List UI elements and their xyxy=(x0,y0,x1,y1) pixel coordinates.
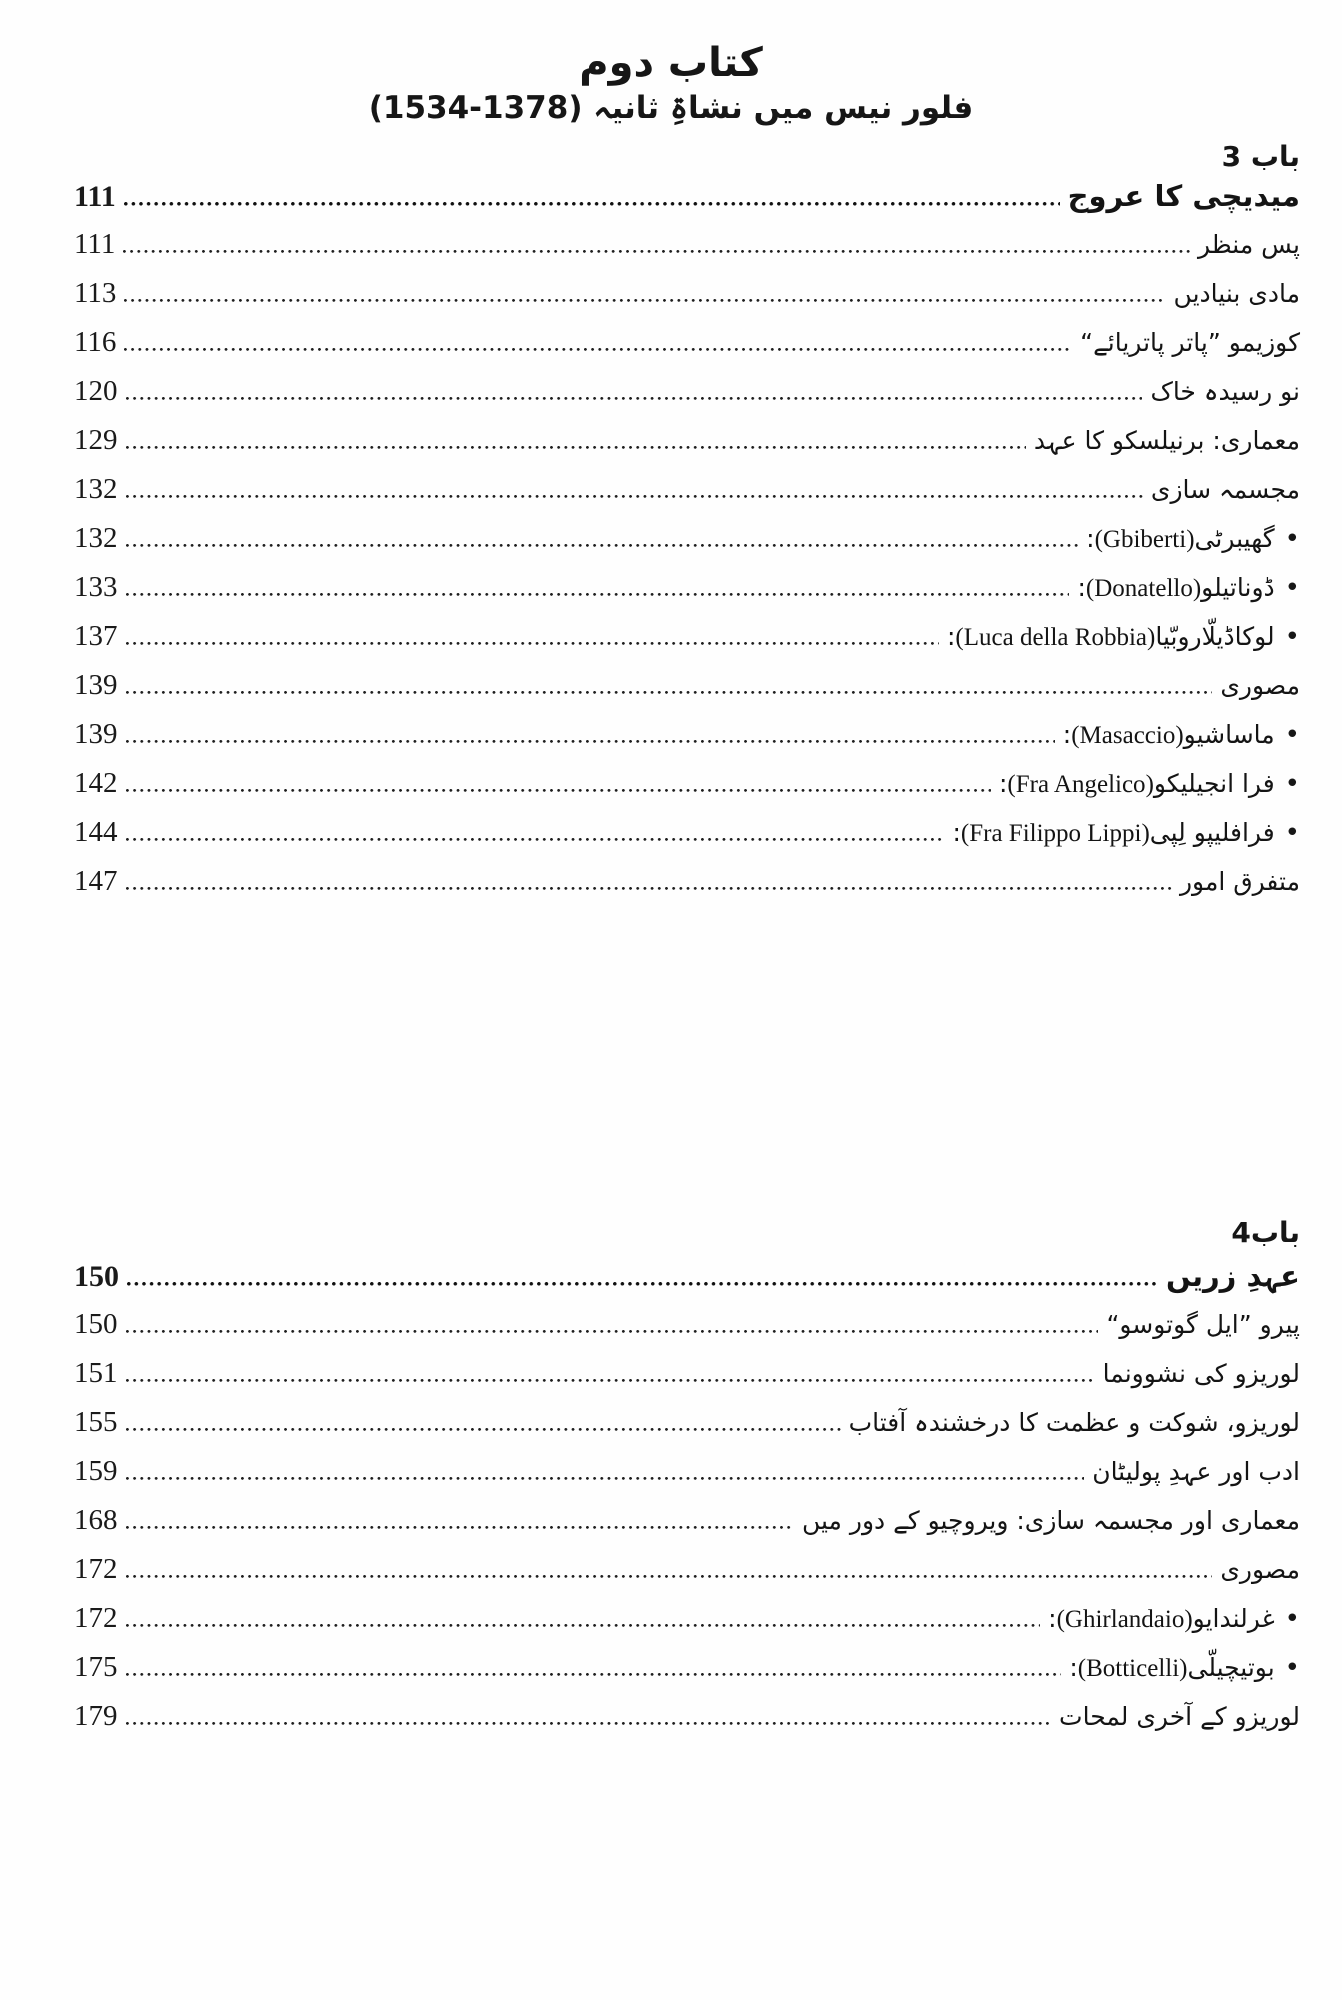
entry-page-number: 144 xyxy=(74,816,118,848)
entry-page-number: 150 xyxy=(74,1308,118,1340)
toc-entry xyxy=(74,1406,1300,1455)
entry-page-number: 111 xyxy=(74,180,116,213)
bullet-icon: • xyxy=(1284,524,1300,554)
toc-entry xyxy=(74,326,1300,375)
toc-entry xyxy=(74,718,1300,767)
entry-title: عہدِ زریں xyxy=(1165,1259,1300,1293)
entry-page-number: 151 xyxy=(74,1357,118,1389)
entry-title: مجسمہ سازی xyxy=(1150,475,1300,504)
entry-page-number: 133 xyxy=(74,571,118,603)
toc-entry xyxy=(74,865,1300,914)
entry-page-number: 150 xyxy=(74,1260,119,1293)
toc-entry xyxy=(74,767,1300,816)
table-of-contents xyxy=(0,140,1342,1749)
bullet-icon: • xyxy=(1284,573,1300,603)
dotted-leader xyxy=(126,691,1213,694)
toc-entry xyxy=(74,1651,1300,1700)
toc-entry xyxy=(74,669,1300,718)
dotted-leader xyxy=(126,544,1079,547)
toc-entry xyxy=(74,424,1300,473)
toc-entry xyxy=(74,1259,1300,1308)
entry-title: بوتیچیلّی(Botticelli): xyxy=(1069,1653,1275,1682)
dotted-leader xyxy=(126,1477,1085,1480)
entry-page-number: 139 xyxy=(74,669,118,701)
entry-title: لوریزو کی نشوونما xyxy=(1102,1359,1300,1388)
bullet-icon: • xyxy=(1284,1653,1300,1683)
dotted-leader xyxy=(126,495,1143,498)
dotted-leader xyxy=(126,1330,1099,1333)
dotted-leader xyxy=(126,1428,841,1431)
entry-page-number: 147 xyxy=(74,865,118,897)
dotted-leader xyxy=(126,1575,1213,1578)
toc-entry xyxy=(74,1504,1300,1553)
entry-page-number: 111 xyxy=(74,228,116,260)
dotted-leader xyxy=(123,250,1190,253)
entry-title: معماری اور مجسمہ سازی: ویروچیو کے دور میں xyxy=(801,1506,1300,1535)
toc-entry xyxy=(74,1455,1300,1504)
entry-title: متفرق امور xyxy=(1179,867,1300,896)
entry-title-latin: (Fra Angelico) xyxy=(1007,771,1154,798)
dotted-leader xyxy=(124,299,1165,302)
toc-entry xyxy=(74,571,1300,620)
entry-page-number: 168 xyxy=(74,1504,118,1536)
dotted-leader xyxy=(127,1282,1158,1286)
chapter-4-label: باب4 xyxy=(1231,1216,1300,1249)
toc-entry xyxy=(74,277,1300,326)
entry-page-number: 159 xyxy=(74,1455,118,1487)
dotted-leader xyxy=(126,1624,1041,1627)
dotted-leader xyxy=(126,740,1055,743)
entry-page-number: 120 xyxy=(74,375,118,407)
toc-entry xyxy=(74,1357,1300,1406)
dotted-leader xyxy=(126,1673,1062,1676)
entry-page-number: 155 xyxy=(74,1406,118,1438)
dotted-leader xyxy=(126,446,1026,449)
entry-title-latin: (Masaccio) xyxy=(1071,722,1184,749)
chapter-4-entries xyxy=(74,1259,1300,1749)
entry-title-latin: (Luca della Robbia) xyxy=(955,624,1156,651)
entry-page-number: 172 xyxy=(74,1602,118,1634)
entry-title-latin: (Donatello) xyxy=(1085,575,1202,602)
toc-entry xyxy=(74,1553,1300,1602)
page-header xyxy=(0,0,1342,126)
entry-title: لوریزو کے آخری لمحات xyxy=(1059,1702,1300,1731)
entry-title: کوزیمو ”پاتر پاتریائے“ xyxy=(1080,328,1300,357)
entry-page-number: 175 xyxy=(74,1651,118,1683)
entry-page-number: 113 xyxy=(74,277,117,309)
chapter-3-label: باب 3 xyxy=(1221,140,1300,173)
entry-title: مصوری xyxy=(1220,1555,1300,1584)
toc-entry xyxy=(74,522,1300,571)
entry-title-latin: (Fra Filippo Lippi) xyxy=(960,820,1150,847)
entry-page-number: 137 xyxy=(74,620,118,652)
entry-title: ادب اور عہدِ پولیٹان xyxy=(1092,1457,1300,1486)
entry-title-latin: (Gbiberti) xyxy=(1094,526,1195,553)
entry-title-latin: (Botticelli) xyxy=(1077,1655,1188,1682)
bullet-icon: • xyxy=(1284,622,1300,652)
dotted-leader xyxy=(126,397,1143,400)
chapter-3-entries xyxy=(74,179,1300,914)
entry-title: ماساشیو(Masaccio): xyxy=(1062,720,1275,749)
entry-title: میدیچی کا عروج xyxy=(1067,179,1300,213)
entry-title: غرلندایو(Ghirlandaio): xyxy=(1048,1604,1275,1633)
toc-entry xyxy=(74,473,1300,522)
bullet-icon: • xyxy=(1284,818,1300,848)
toc-entry xyxy=(74,816,1300,865)
toc-entry xyxy=(74,228,1300,277)
toc-entry xyxy=(74,1700,1300,1749)
toc-entry xyxy=(74,1602,1300,1651)
entry-title: فرا انجیلیکو(Fra Angelico): xyxy=(998,769,1275,798)
dotted-leader xyxy=(126,1722,1052,1725)
book-title: کتاب دوم xyxy=(579,40,763,86)
dotted-leader xyxy=(126,887,1172,890)
entry-page-number: 116 xyxy=(74,326,117,358)
entry-page-number: 132 xyxy=(74,473,118,505)
entry-title-latin: (Ghirlandaio) xyxy=(1056,1606,1193,1633)
dotted-leader xyxy=(124,202,1060,206)
dotted-leader xyxy=(126,838,945,841)
dotted-leader xyxy=(126,1379,1095,1382)
dotted-leader xyxy=(126,1526,794,1529)
entry-title: معماری: برنیلسکو کا عہد xyxy=(1033,426,1300,455)
toc-entry xyxy=(74,620,1300,669)
toc-entry xyxy=(74,1308,1300,1357)
entry-title: مصوری xyxy=(1220,671,1300,700)
entry-page-number: 139 xyxy=(74,718,118,750)
entry-page-number: 132 xyxy=(74,522,118,554)
dotted-leader xyxy=(126,789,991,792)
bullet-icon: • xyxy=(1284,769,1300,799)
dotted-leader xyxy=(126,593,1070,596)
entry-page-number: 142 xyxy=(74,767,118,799)
book-subtitle: فلور نیس میں نشاۃِ ثانیہ (1378-1534) xyxy=(368,90,974,126)
bullet-icon: • xyxy=(1284,720,1300,750)
toc-entry xyxy=(74,375,1300,424)
entry-title: نو رسیدہ خاک xyxy=(1150,377,1300,406)
entry-title: ڈوناتیلو(Donatello): xyxy=(1077,573,1275,602)
entry-page-number: 129 xyxy=(74,424,118,456)
entry-title: فرافلیپو لِپی(Fra Filippo Lippi): xyxy=(952,818,1275,847)
dotted-leader xyxy=(124,348,1072,351)
dotted-leader xyxy=(126,642,939,645)
toc-entry xyxy=(74,179,1300,228)
entry-title: لوکاڈیلّاروبّیا(Luca della Robbia): xyxy=(946,622,1275,651)
entry-title: لوریزو، شوکت و عظمت کا درخشندہ آفتاب xyxy=(848,1408,1300,1437)
entry-page-number: 172 xyxy=(74,1553,118,1585)
bullet-icon: • xyxy=(1284,1604,1300,1634)
entry-title: مادی بنیادیں xyxy=(1173,279,1300,308)
entry-title: پیرو ”ایل گوتوسو“ xyxy=(1106,1310,1300,1339)
entry-page-number: 179 xyxy=(74,1700,118,1732)
entry-title: پس منظر xyxy=(1197,230,1300,259)
entry-title: گھیبرٹی(Gbiberti): xyxy=(1086,524,1275,553)
